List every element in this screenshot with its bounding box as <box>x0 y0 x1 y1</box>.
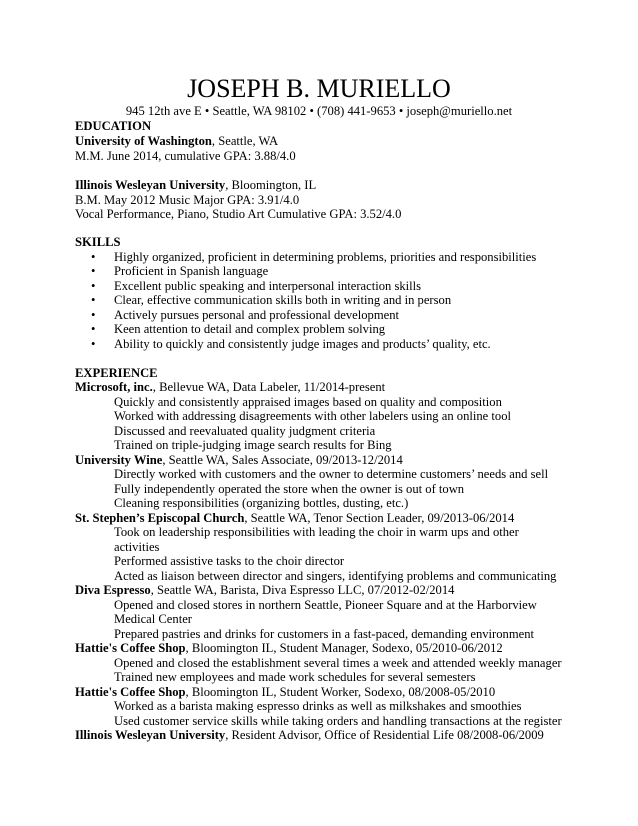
employer-name: Hattie's Coffee Shop <box>75 685 186 699</box>
job-duty: Directly worked with customers and the owner to determine customers’ needs and sell <box>114 467 549 481</box>
job-duty: Opened and closed stores in northern Seattle, Pioneer Square and at the Harborview <box>114 598 537 612</box>
skill-item: Proficient in Spanish language <box>114 264 269 278</box>
job-duty: Fully independently operated the store when the owner is out of town <box>114 482 465 496</box>
employer-name: University Wine <box>75 453 163 467</box>
school-line <box>75 134 278 149</box>
job-duty: Worked as a barista making espresso drinks as well as milkshakes and smoothies <box>114 699 522 713</box>
contact-line: 945 12th ave E • Seattle, WA 98102 • (708) 441-9653 • joseph@muriello.net <box>125 104 513 118</box>
education-heading: EDUCATION <box>75 119 152 133</box>
school-detail: M.M. June 2014, cumulative GPA: 3.88/4.0 <box>75 149 296 163</box>
school-location: , Seattle, WA <box>211 134 279 148</box>
job-details: , Seattle WA, Sales Associate, 09/2013-12/2014 <box>162 453 403 467</box>
employer-name: St. Stephen’s Episcopal Church <box>75 511 245 525</box>
bullet-marker: • <box>91 308 96 322</box>
job-duty: activities <box>114 540 160 554</box>
job-duty: Cleaning responsibilities (organizing bottles, dusting, etc.) <box>114 496 409 510</box>
job-line <box>75 511 514 526</box>
job-duty: Medical Center <box>114 612 192 626</box>
job-details: , Seattle WA, Barista, Diva Espresso LLC, 07/2012-02/2014 <box>150 583 455 597</box>
experience-heading: EXPERIENCE <box>75 366 158 380</box>
employer-name: Diva Espresso <box>75 583 151 597</box>
job-details: , Bloomington IL, Student Manager, Sodexo, 05/2010-06/2012 <box>185 641 503 655</box>
skill-item: Actively pursues personal and professional development <box>114 308 400 322</box>
school-name: University of Washington <box>75 134 212 148</box>
job-line <box>75 641 503 656</box>
job-line <box>75 380 385 395</box>
skill-item: Keen attention to detail and complex problem solving <box>114 322 386 336</box>
job-duty: Worked with addressing disagreements with other labelers using an online tool <box>114 409 511 423</box>
job-line <box>75 728 544 743</box>
skill-item: Clear, effective communication skills both in writing and in person <box>114 293 452 307</box>
employer-name: Illinois Wesleyan University <box>75 728 226 742</box>
job-duty: Took on leadership responsibilities with leading the choir in warm ups and other <box>114 525 519 539</box>
job-details: , Resident Advisor, Office of Residential Life 08/2008-06/2009 <box>225 728 544 742</box>
skill-item: Excellent public speaking and interpersonal interaction skills <box>114 279 422 293</box>
school-detail: Vocal Performance, Piano, Studio Art Cumulative GPA: 3.52/4.0 <box>75 207 402 221</box>
job-duty: Trained on triple-judging image search results for Bing <box>114 438 392 452</box>
skill-item: Ability to quickly and consistently judge images and products’ quality, etc. <box>114 337 491 351</box>
job-duty: Trained new employees and made work schedules for several semesters <box>114 670 476 684</box>
bullet-marker: • <box>91 293 96 307</box>
employer-name: Microsoft, inc. <box>75 380 153 394</box>
job-duty: Discussed and reevaluated quality judgment criteria <box>114 424 376 438</box>
school-name: Illinois Wesleyan University <box>75 178 226 192</box>
skill-item: Highly organized, proficient in determining problems, priorities and responsibilities <box>114 250 537 264</box>
job-duty: Performed assistive tasks to the choir director <box>114 554 345 568</box>
employer-name: Hattie's Coffee Shop <box>75 641 186 655</box>
job-duty: Used customer service skills while taking orders and handling transactions at the register <box>114 714 562 728</box>
school-detail: B.M. May 2012 Music Major GPA: 3.91/4.0 <box>75 193 300 207</box>
job-line <box>75 685 495 700</box>
job-duty: Opened and closed the establishment several times a week and attended weekly manager <box>114 656 562 670</box>
job-line <box>75 583 454 598</box>
skills-heading: SKILLS <box>75 235 121 249</box>
bullet-marker: • <box>91 264 96 278</box>
job-duty: Prepared pastries and drinks for customers in a fast-paced, demanding environment <box>114 627 535 641</box>
school-location: , Bloomington, IL <box>225 178 317 192</box>
job-line <box>75 453 403 468</box>
job-duty: Quickly and consistently appraised images based on quality and composition <box>114 395 502 409</box>
bullet-marker: • <box>91 279 96 293</box>
bullet-marker: • <box>91 322 96 336</box>
bullet-marker: • <box>91 337 96 351</box>
bullet-marker: • <box>91 250 96 264</box>
job-details: , Seattle WA, Tenor Section Leader, 09/2013-06/2014 <box>244 511 515 525</box>
job-details: , Bellevue WA, Data Labeler, 11/2014-present <box>152 380 386 394</box>
job-duty: Acted as liaison between director and singers, identifying problems and communicating <box>114 569 557 583</box>
school-line <box>75 178 316 193</box>
resume-name: JOSEPH B. MURIELLO <box>187 74 451 103</box>
job-details: , Bloomington IL, Student Worker, Sodexo, 08/2008-05/2010 <box>185 685 496 699</box>
